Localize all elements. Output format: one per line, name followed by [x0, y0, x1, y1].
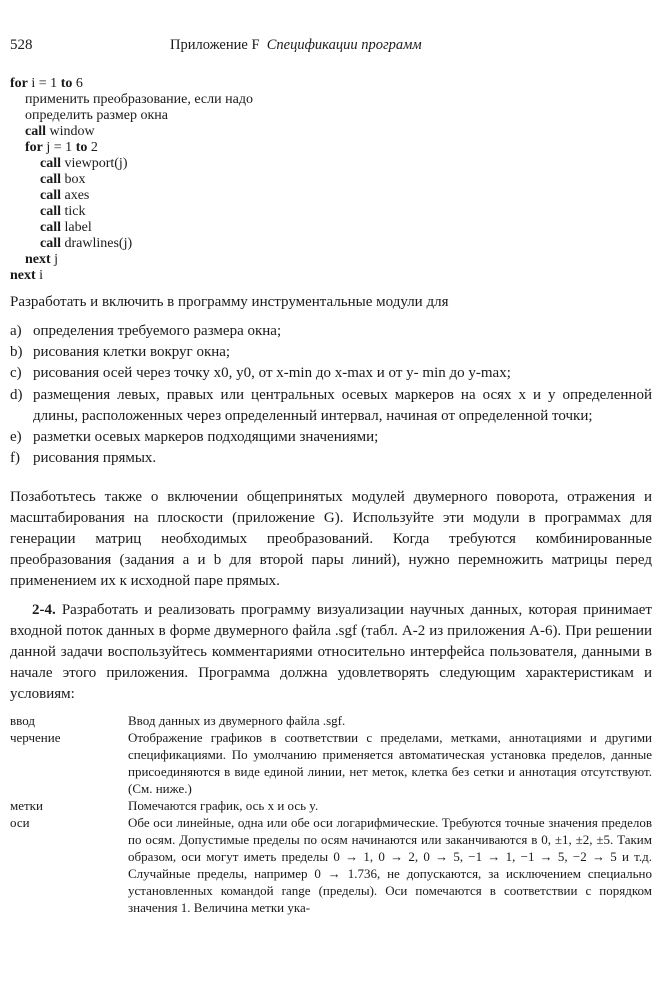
spec-term: метки — [10, 798, 43, 813]
body-paragraph: Позаботьтесь также о включении общепринятых модулей двумерного поворота, отражения и масштабирования на плоскости (приложение G). Используйте эти модули в программах для генерации матриц необходимых преобразований. Когда требуются комбинированные преобразования (задания a и b для второй пары линий), нужно перемножить матрицы перед применением их к исходной паре прямых. — [10, 489, 652, 589]
list-item: b) рисования клетки вокруг окна; — [10, 342, 652, 363]
list-item: a) определения требуемого размера окна; — [10, 321, 652, 342]
spec-desc: Отображение графиков в соответствии с пределами, метками, аннотациями и другими спецификациями. По умолчанию применяется автоматическая установка пределов, данные присоединяются в виде единой линии, нет меток, клетка без сетки и аннотация отсутствуют. (См. ниже.) — [128, 730, 652, 796]
section-title: Спецификации программ — [266, 37, 422, 53]
spec-desc: Обе оси линейные, одна или обе оси логарифмические. Требуются точные значения пределов по осям. Допустимые пределы по осям начинаются или заканчиваются в 0, ±1, ±2, ±5. Таким образом, оси могут иметь пределы 0 → 1, 0 → 2, 0 → 5, −1 → 1, −1 → 5, −2 → 5 и т.д. Случайные пределы, например 0 → 1.736, не допускаются, за исключением специально установленных командой range (пределы). Оси помечаются в соответствии с порядком значения 1. Величина метки ука- — [128, 815, 652, 915]
list-item: c) рисования осей через точку x0, y0, от x-min до x-max и от y- min до y-max; — [10, 363, 652, 384]
list-marker: d) — [10, 386, 23, 403]
exercise-number: 2-4. — [32, 602, 56, 618]
exercise-paragraph: 2-4. Разработать и реализовать программу визуализации научных данных, которая принимает входной поток данных в форме двумерного файла .sgf (табл. А-2 из приложения А-6). При решении данной задачи воспользуйтесь комментариями относительно интерфейса пользователя, данными в начале этого приложения. Программа должна удовлетворять следующим характеристикам и условиям: — [10, 602, 652, 702]
list-item: e) разметки осевых маркеров подходящими значениями; — [10, 427, 652, 448]
list-item: f) рисования прямых. — [10, 448, 652, 469]
code-line: применить преобразование, если надо — [25, 92, 253, 107]
task-list — [10, 321, 652, 469]
code-line: call label — [40, 220, 92, 235]
intro-paragraph: Разработать и включить в программу инструментальные модули для — [10, 294, 449, 310]
chapter-label: Приложение F — [170, 37, 260, 53]
code-line: next j — [25, 252, 59, 267]
list-marker: b) — [10, 344, 23, 361]
spec-desc: Ввод данных из двумерного файла .sgf. — [128, 713, 346, 728]
code-line: call viewport(j) — [40, 156, 128, 171]
spec-table — [10, 712, 652, 916]
running-head — [10, 37, 650, 57]
code-line: call tick — [40, 204, 86, 219]
spec-row — [10, 814, 652, 916]
code-line: for j = 1 to 2 — [25, 140, 98, 155]
running-title — [170, 37, 422, 54]
spec-term: черчение — [10, 730, 61, 745]
list-item: d) размещения левых, правых или центральных осевых маркеров на осях x и y определенной длины, расположенных через определенный интервал, начиная от определенной точки; — [10, 386, 652, 424]
spec-desc: Помечаются график, ось x и ось y. — [128, 798, 319, 813]
code-line: определить размер окна — [25, 108, 168, 123]
spec-row — [10, 712, 652, 729]
code-line: for i = 1 to 6 — [10, 76, 83, 91]
code-line: call window — [25, 124, 95, 139]
spec-row — [10, 729, 652, 797]
spec-row — [10, 797, 652, 814]
list-marker: a) — [10, 323, 22, 339]
page-number: 528 — [10, 37, 33, 53]
list-marker: e) — [10, 429, 22, 446]
spec-term: оси — [10, 815, 30, 830]
code-line: next i — [10, 268, 44, 283]
spec-term: ввод — [10, 713, 35, 728]
code-line: call drawlines(j) — [40, 236, 133, 251]
code-line: call box — [40, 172, 86, 187]
pseudocode-block — [10, 76, 253, 284]
code-line: call axes — [40, 188, 90, 203]
list-marker: f) — [10, 450, 20, 467]
list-marker: c) — [10, 365, 22, 382]
